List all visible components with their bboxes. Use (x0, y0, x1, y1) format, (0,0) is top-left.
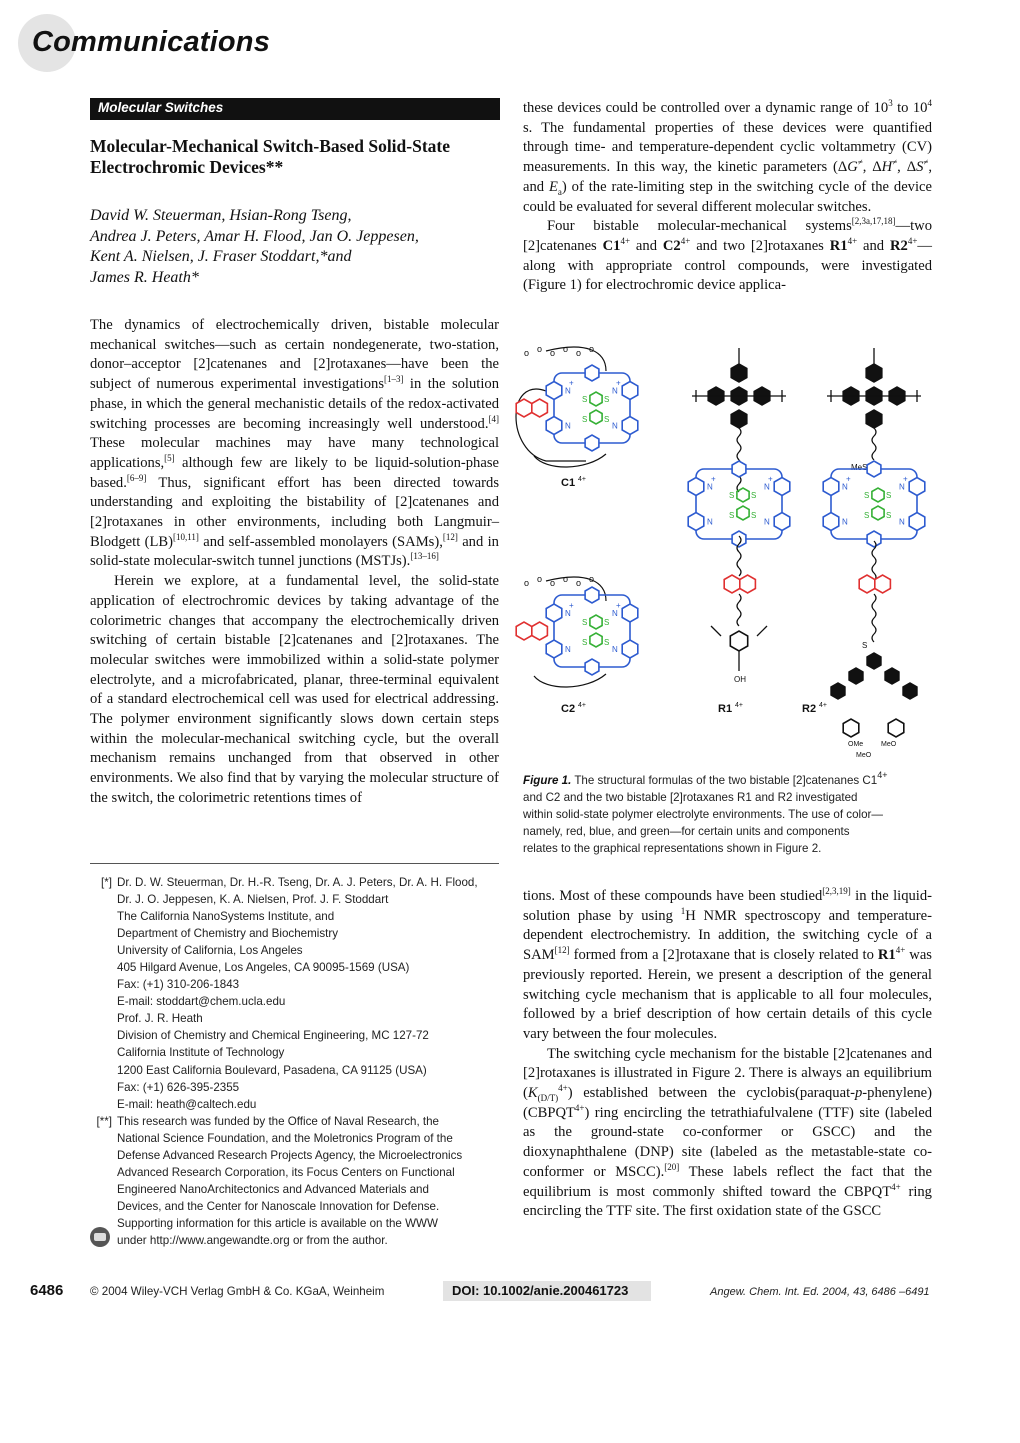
stopper-ring (885, 668, 899, 684)
oxygen-label: o (537, 574, 543, 584)
nitrogen-label: N (565, 645, 571, 654)
pyridinium-ring (546, 604, 562, 622)
oxygen-label: o (563, 574, 569, 584)
body-text-left (90, 316, 499, 809)
ttf-ring (737, 506, 749, 520)
paragraph: tions. Most of these compounds have been studied[2,3,19] in the liquid-solution phase by using $^1$H NMR spectroscopy and temperature-dependent electrochemistry. In addition, the switching cycle of a SAM[12] formed from a [2]rotaxane that is closely related to $R1^{4+}$ was previously reported. Herein, we present a description of the general switching cycle mechanism that is applicable to all four molecules, followed by a brief description of how certain details of this cycle vary between the four molecules. (523, 886, 933, 1042)
xylyl-ring (732, 461, 746, 477)
footnote-line: Dr. D. W. Steuerman, Dr. H.-R. Tseng, Dr. A. J. Peters, Dr. A. H. Flood, (117, 876, 478, 889)
footnote-line: Engineered NanoArchitectonics and Advanced Materials and (117, 1182, 429, 1196)
polyether-chain (872, 428, 876, 460)
bond (711, 626, 721, 636)
figure-caption (523, 772, 933, 857)
footnote-line: 405 Hilgard Avenue, Los Angeles, CA 90095-1569 (USA) (117, 961, 410, 975)
footnote-line: Division of Chemistry and Chemical Engineering, MC 127-72 (117, 1029, 429, 1043)
dnp-ring (516, 399, 532, 417)
oxygen-label: o (576, 578, 582, 588)
stopper-ring (866, 364, 882, 382)
author-line: Andrea J. Peters, Amar H. Flood, Jan O. Jeppesen, (90, 227, 419, 245)
pyridinium-ring (622, 604, 638, 622)
ttf-ring (737, 488, 749, 502)
pyridinium-ring (688, 513, 704, 531)
pyridinium-ring (546, 417, 562, 435)
polyether-chain (872, 594, 876, 642)
stopper-ring (866, 410, 882, 428)
charge-label: + (711, 474, 716, 484)
charge-label: + (569, 378, 574, 388)
page-number: 6486 (30, 1282, 64, 1299)
pyridinium-ring (546, 640, 562, 658)
footnote-email[interactable]: E-mail: stoddart@chem.ucla.edu (117, 995, 286, 1009)
author-line: David W. Steuerman, Hsian-Rong Tseng, (90, 207, 352, 224)
ttf-ring (590, 615, 602, 629)
nitrogen-label: N (612, 421, 618, 431)
nitrogen-label: N (612, 609, 618, 618)
nitrogen-label: N (707, 482, 713, 492)
nitrogen-label: N (565, 421, 571, 431)
paragraph: these devices could be controlled over a dynamic range of $10^3$ to $10^4$ s. The fundamental properties of these devices were quantified through time- and temperature-dependent cyclic voltammetry (CV) measurements. In this way, the kinetic parameters (ΔG≠, ΔH≠, ΔS≠, and $E_a$) of the rate-limiting step in the switching cycle of the device could be evaluated for several different molecular switches. (523, 98, 932, 215)
xylyl-ring (867, 461, 881, 477)
section-header: Communications (32, 26, 271, 58)
pyridinium-ring (823, 513, 839, 531)
author-line: James R. Heath* (90, 268, 199, 286)
bond (757, 626, 767, 636)
sulfur-label: S (751, 511, 757, 520)
oxygen-label: o (537, 344, 543, 354)
footnote-line: Defense Advanced Research Projects Agency, the Microelectronics (117, 1148, 463, 1162)
doi-link[interactable]: DOI: 10.1002/anie.200461723 (452, 1283, 629, 1298)
pyridinium-ring (823, 478, 839, 496)
article-title (90, 136, 500, 178)
oxygen-label: o (576, 348, 582, 358)
footnote-line: National Science Foundation, and the Moletronics Program of the (117, 1131, 453, 1145)
footnote-marker: [**] (96, 1114, 112, 1128)
charge-label: 4+ (735, 702, 743, 709)
pyridinium-ring (622, 640, 638, 658)
supporting-info-link[interactable]: under http://www.angewandte.org or from the author. (117, 1233, 388, 1247)
ttf-ring (872, 488, 884, 502)
sulfur-label: S (582, 618, 588, 627)
footnote-marker: [*] (101, 876, 112, 889)
affiliation-footnote (90, 874, 510, 1113)
methoxy-label: MeO (856, 752, 872, 759)
title-line-1: Molecular-Mechanical Switch-Based Solid-State (90, 136, 451, 156)
caption-text: The structural formulas of the two bistable [2]catenanes C1 (574, 774, 878, 787)
oxygen-label: o (550, 348, 556, 358)
footnote-line: 1200 East California Boulevard, Pasadena, CA 91125 (USA) (117, 1063, 427, 1077)
footnote-email[interactable]: E-mail: heath@caltech.edu (117, 1097, 257, 1111)
footnotes (90, 874, 510, 1249)
footnote-line: University of California, Los Angeles (117, 944, 303, 958)
body-text-right-bottom (523, 887, 932, 1222)
journal-citation: Angew. Chem. Int. Ed. 2004, 43, 6486 –6491 (710, 1286, 930, 1298)
xylyl-ring (585, 365, 599, 381)
sulfur-label: S (582, 395, 588, 404)
crown-ether (534, 674, 606, 687)
sulfur-label: S (582, 415, 588, 424)
sulfur-label: S (862, 641, 868, 650)
nitrogen-label: N (899, 482, 905, 492)
stopper-ring (843, 719, 859, 737)
footnote-rule (90, 863, 499, 864)
footnote-line: Devices, and the Center for Nanoscale Innovation for Defense. (117, 1199, 440, 1213)
dnp-ring (516, 622, 532, 640)
footnote-line: The California NanoSystems Institute, and (117, 910, 335, 924)
caption-line: namely, red, blue, and green—for certain units and components (523, 825, 850, 838)
pyridinium-ring (774, 513, 790, 531)
footnote-line: California Institute of Technology (117, 1046, 285, 1060)
sulfur-label: S (729, 511, 735, 520)
footnote-line: Fax: (+1) 626-395-2355 (117, 1080, 240, 1094)
charge-label: 4+ (578, 476, 586, 483)
caption-line: within solid-state polymer electrolyte environments. The use of color— (523, 808, 883, 821)
nitrogen-label: N (899, 517, 905, 527)
dnp-ring (532, 622, 548, 640)
xylyl-ring (585, 659, 599, 675)
stopper-ring (849, 668, 863, 684)
oxygen-label: o (589, 344, 595, 354)
charge-label: 4+ (578, 702, 586, 709)
sulfur-label: S (604, 618, 610, 627)
dnp-ring (532, 399, 548, 417)
caption-label: Figure 1. (523, 774, 572, 787)
oxygen-label: o (563, 344, 569, 354)
hydroxyl-label: OH (734, 675, 746, 684)
body-text-right-top (523, 99, 932, 296)
sulfur-label: S (582, 638, 588, 647)
charge-label: 4+ (819, 702, 827, 709)
methoxy-label: MeO (881, 741, 897, 748)
funding-footnote (90, 1113, 510, 1215)
footnote-line: Department of Chemistry and Biochemistry (117, 927, 339, 941)
pyridinium-ring (622, 417, 638, 435)
dnp-ring (724, 575, 740, 593)
oxygen-label: o (524, 578, 530, 588)
oxygen-label: o (524, 348, 530, 358)
paragraph: The dynamics of electrochemically driven, bistable molecular mechanical switches—such as certain nondegenerate, two-station, donor–acceptor [2]catenanes and [2]rotaxanes—have been the subject of numerous experimental investigations[1–3] in the solution phase, in which the general mechanistic details of the redox-activated switching processes are becoming increasingly well understood.[4] These molecular machines may have many technological applications,[5] although few are likely to be liquid-solution-phase based.[6–9] Thus, significant effort has been directed towards understanding and exploiting the bistability of [2]catenanes and [2]rotaxanes in other environments, including both Langmuir–Blodgett (LB)[10,11] and self-assembled monolayers (SAMs),[12] and in solid-state molecular-switch tunnel junctions (MSTJs).[13–16] (90, 317, 499, 570)
dnp-ring (859, 575, 875, 593)
stopper-ring (888, 719, 904, 737)
stopper-ring (903, 683, 917, 699)
sulfur-label: S (864, 511, 870, 520)
pyridinium-ring (688, 478, 704, 496)
polyether-chain (737, 428, 741, 492)
stopper-ring (831, 683, 845, 699)
title-line-2: Electrochromic Devices** (90, 157, 284, 177)
polyether-chain (737, 594, 741, 626)
pyridinium-ring (774, 478, 790, 496)
sulfur-label: S (886, 511, 892, 520)
nitrogen-label: N (842, 517, 848, 527)
r1-label: R1 (718, 703, 733, 715)
sulfur-label: S (604, 638, 610, 647)
footnote-line: This research was funded by the Office of Naval Research, the (117, 1114, 439, 1128)
sulfur-label: S (604, 395, 610, 404)
paragraph: Four bistable molecular-mechanical systems[2,3a,17,18]—two [2]catenanes $C1^{4+}$ and $C2^{4+}$ and two [2]rotaxanes $R1^{4+}$ and $R2^{4+}—along$ with appropriate control compounds, were investigated (Figure 1) for electrochromic device applica- (523, 216, 933, 294)
stopper-ring (730, 631, 747, 651)
www-icon (90, 1227, 110, 1247)
methylthio-label: MeS (851, 463, 868, 472)
paragraph: Herein we explore, at a fundamental level, the solid-state application of electrochromic devices by taking advantage of the colorimetric changes that accompany the electrochemically driven switching of certain bistable [2]catenanes and [2]rotaxanes. The molecular switches were immobilized within a solid-state polymer electrolyte, and a microfabricated, planar, three-terminal equivalent of a standard electrochemical cell was used for electrical addressing. The polymer environment significantly slows down certain steps within the molecular-mechanical switching cycle, but the overall mechanism remains unchanged from that observed in other environments. We also find that by varying the molecular structure of the switch, the colorimetric retentions times of (90, 573, 499, 806)
dnp-ring (740, 575, 756, 593)
nitrogen-label: N (764, 482, 770, 492)
footnote-line: Prof. J. R. Heath (117, 1012, 203, 1026)
oxygen-label: o (550, 578, 556, 588)
c2-label: C2 (561, 703, 576, 715)
charge-label: + (569, 601, 574, 610)
caption-line: Figure 1. The structural formulas of the two bistable [2]catenanes $C1^{4+}$ (523, 770, 888, 787)
oxygen-label: o (589, 574, 595, 584)
pyridinium-ring (546, 382, 562, 400)
nitrogen-label: N (612, 645, 618, 654)
ttf-ring (590, 410, 602, 424)
nitrogen-label: N (764, 517, 770, 527)
stopper-ring (731, 410, 747, 428)
footnote-line: Supporting information for this article is available on the WWW (117, 1216, 438, 1230)
footnote-line: Fax: (+1) 310-206-1843 (117, 978, 240, 992)
paragraph: The switching cycle mechanism for the bistable [2]catenanes and [2]rotaxanes is illustrated in Figure 2. There is always an equilibrium $(K_{(D/T)}^{4+})$ established between the cyclobis(paraquat-p-phenylene) $(CBPQT^{4+})$ ring encircling the tetrathiafulvalene (TTF) site (labeled as the ground-state co-conformer or GSCC) and the dioxynaphthalene (DNP) site (labeled as the metastable-state co-conformer or MSCC).[20] These labels reflect the fact that the equilibrium is most commonly shifted toward the $CBPQT^{4+}$ ring encircling the TTF site. The first oxidation state of the GSCC (523, 1045, 932, 1220)
dnp-ring (875, 575, 891, 593)
category-label: Molecular Switches (98, 100, 224, 115)
supporting-info-footnote (90, 1215, 510, 1249)
caption-line: relates to the graphical representations shown in Figure 2. (523, 842, 822, 855)
author-line: Kent A. Nielsen, J. Fraser Stoddart,*and (90, 248, 352, 265)
sulfur-label: S (729, 491, 735, 500)
nitrogen-label: N (565, 386, 571, 396)
c1-label: C1 (561, 477, 576, 489)
sulfur-label: S (604, 415, 610, 424)
caption-line: and C2 and the two bistable [2]rotaxanes R1 and R2 investigated (523, 791, 858, 804)
charge-label: + (846, 474, 851, 484)
footnote-line: Dr. J. O. Jeppesen, K. A. Nielsen, Prof. J. F. Stoddart (117, 893, 389, 907)
stopper-ring (867, 653, 881, 669)
pyridinium-ring (622, 382, 638, 400)
ttf-ring (590, 392, 602, 406)
chemical-structures-figure (506, 336, 946, 766)
sulfur-label: S (751, 491, 757, 500)
pyridinium-ring (909, 513, 925, 531)
charge-label: + (903, 474, 908, 484)
ttf-ring (590, 633, 602, 647)
nitrogen-label: N (707, 517, 713, 527)
footnote-line: Advanced Research Corporation, its Focus Centers on Functional (117, 1165, 455, 1179)
nitrogen-label: N (565, 609, 571, 618)
r2-label: R2 (802, 703, 817, 715)
author-list (90, 206, 500, 288)
ttf-ring (872, 506, 884, 520)
xylyl-ring (585, 435, 599, 451)
pyridinium-ring (909, 478, 925, 496)
nitrogen-label: N (842, 482, 848, 492)
stopper-ring (731, 364, 747, 382)
charge-label: + (616, 378, 621, 388)
xylyl-ring (585, 587, 599, 603)
xylyl-ring (867, 531, 881, 547)
methoxy-label: OMe (848, 741, 864, 748)
charge-label: + (616, 601, 621, 610)
charge-label: + (768, 474, 773, 484)
sulfur-label: S (864, 491, 870, 500)
copyright: © 2004 Wiley-VCH Verlag GmbH & Co. KGaA, Weinheim (90, 1285, 385, 1298)
sulfur-label: S (886, 491, 892, 500)
nitrogen-label: N (612, 386, 618, 396)
